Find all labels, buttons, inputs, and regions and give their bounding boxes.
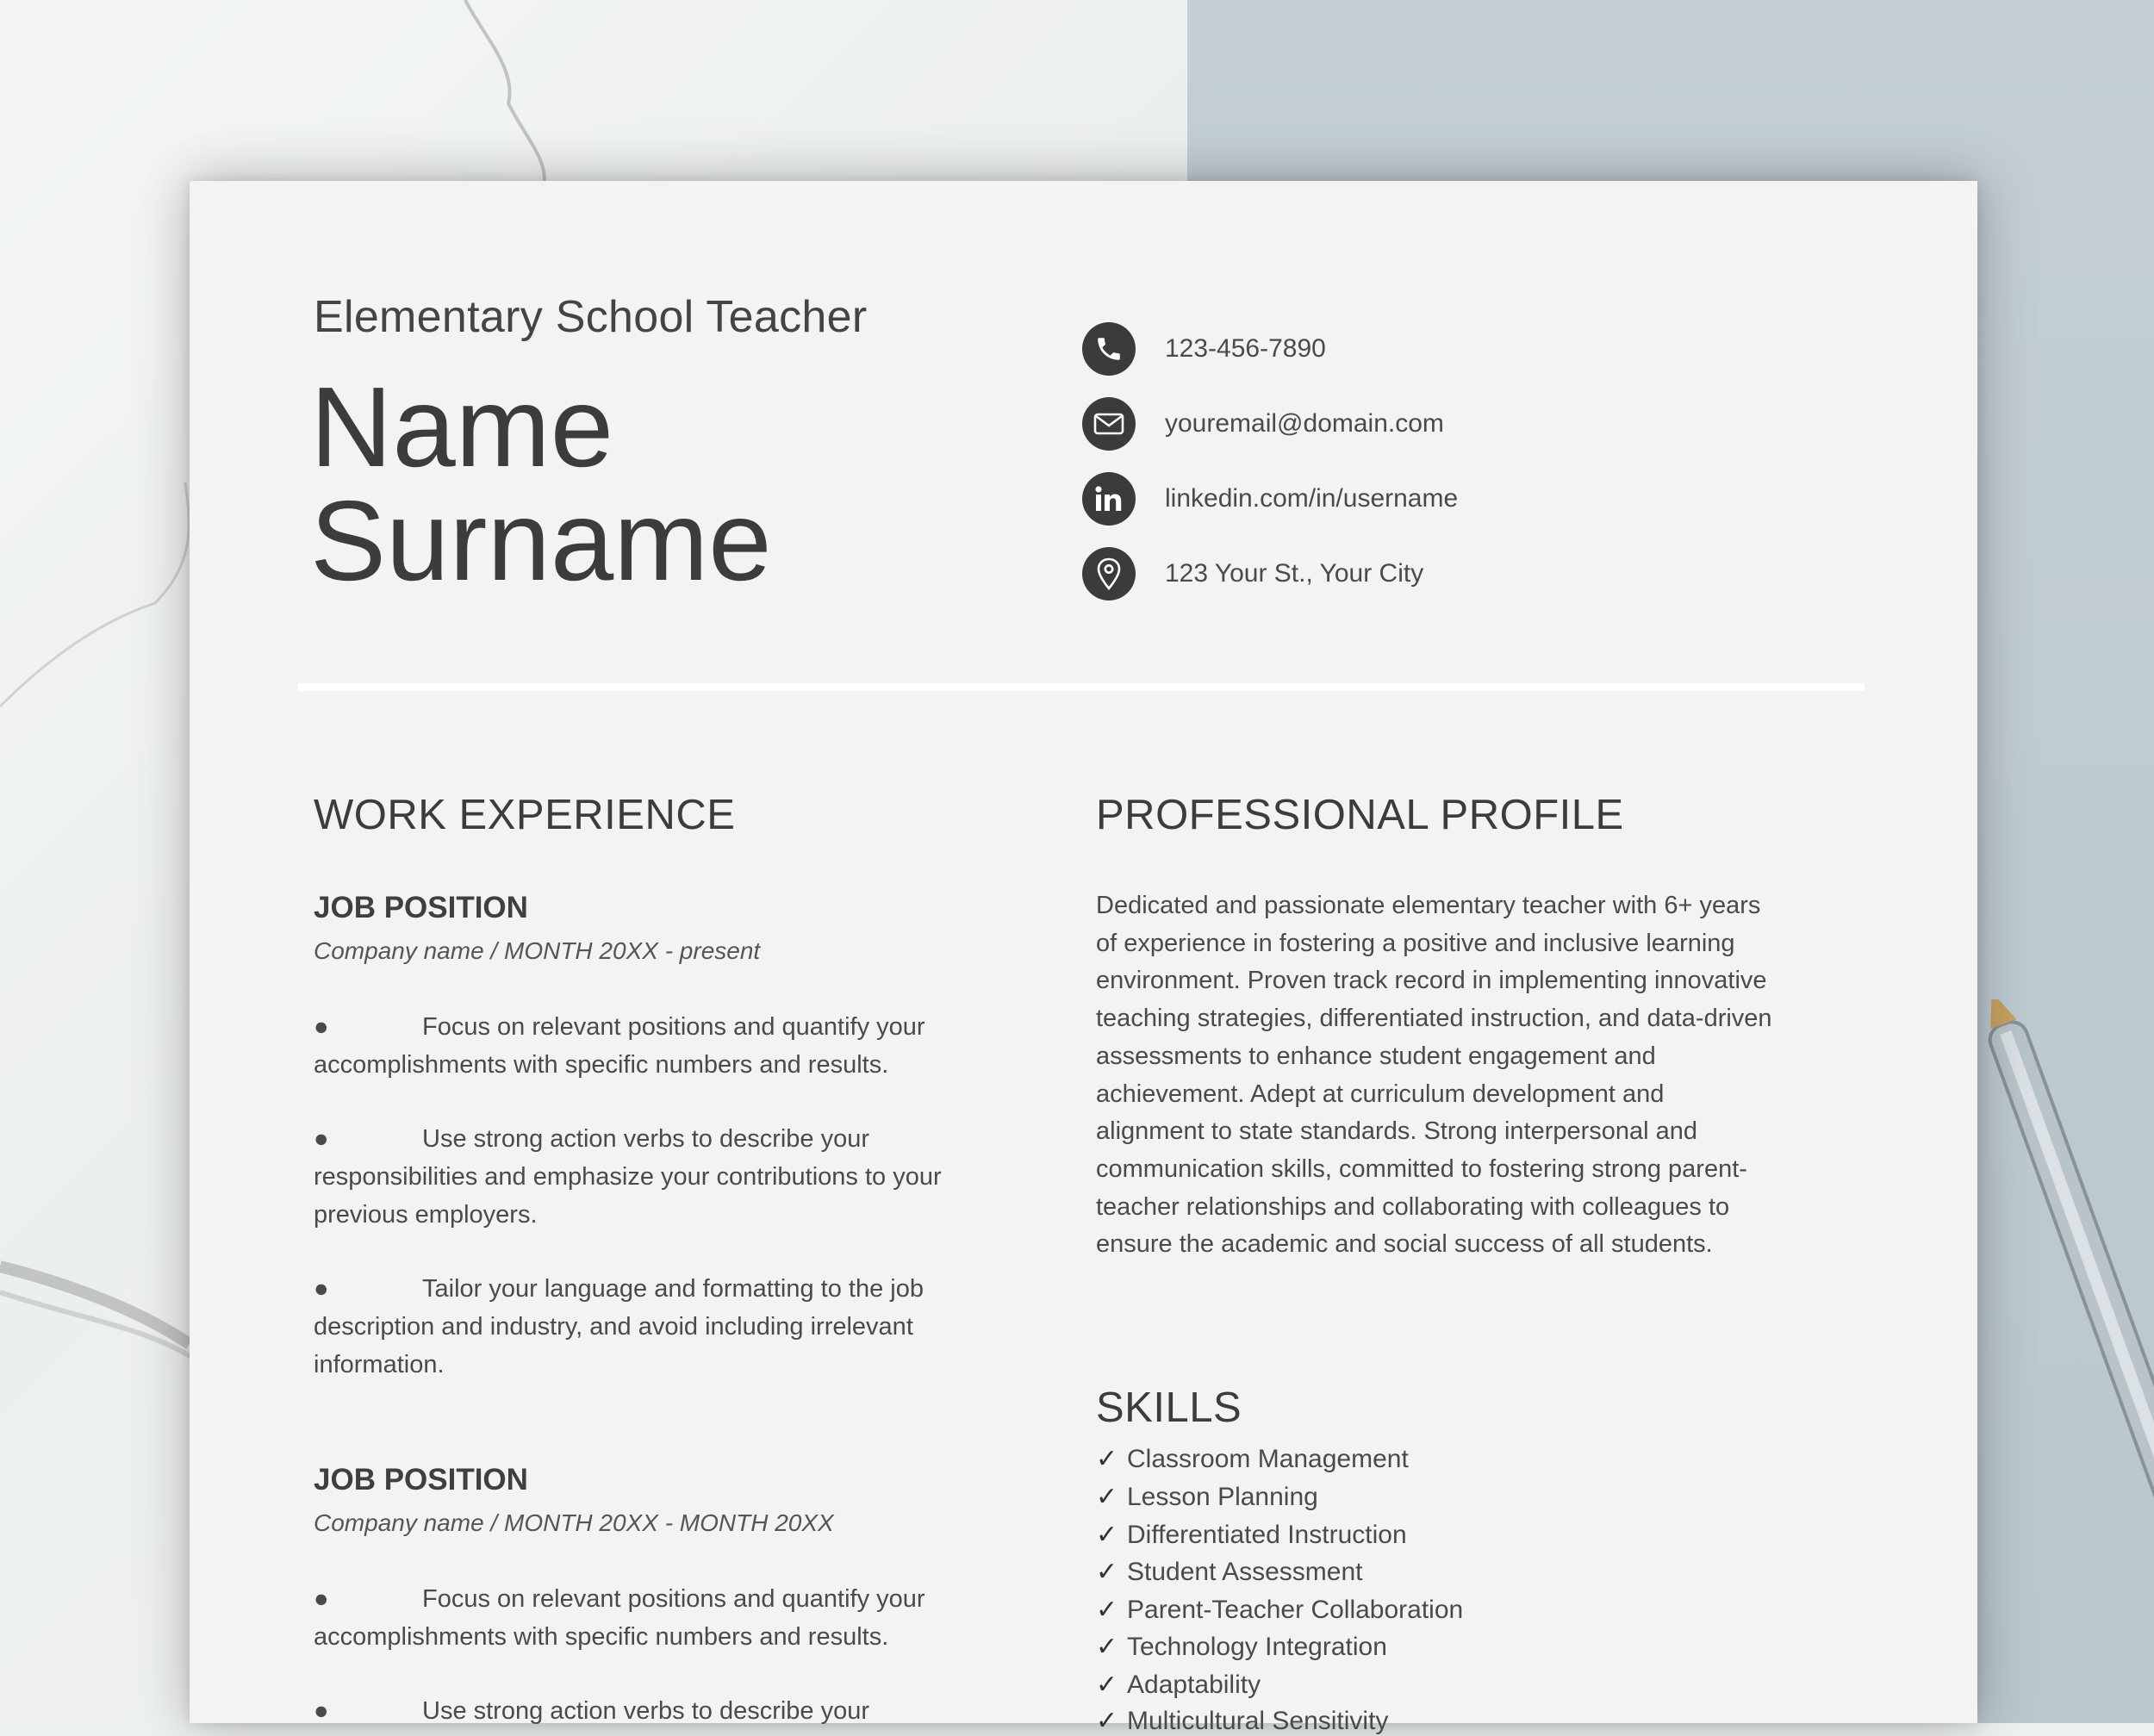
address-text: 123 Your St., Your City: [1165, 559, 1424, 588]
skill-label: Technology Integration: [1127, 1633, 1387, 1661]
skill-item: [1096, 1670, 1261, 1700]
skill-item: [1096, 1557, 1363, 1587]
job-bullet-text: Focus on relevant positions and quantify your accomplishments with specific numbers and results.: [314, 1013, 925, 1079]
job-title: Elementary School Teacher: [314, 292, 868, 342]
bullet-icon: ●: [314, 1275, 329, 1303]
checkmark-icon: ✓: [1096, 1445, 1118, 1473]
profile-heading: PROFESSIONAL PROFILE: [1096, 792, 1624, 838]
skill-item: [1096, 1595, 1463, 1625]
checkmark-icon: ✓: [1096, 1707, 1118, 1735]
job-bullet: [314, 1270, 943, 1384]
envelope-icon: [1082, 397, 1136, 451]
pen-image: [1964, 999, 2154, 1723]
skill-item: [1096, 1632, 1387, 1662]
profile-text: Dedicated and passionate elementary teacher with 6+ years of experience in fostering a positive and inclusive learning environment. Proven track record in implementing innovative teaching strategies, differentiated instruction, and data-driven assessments to enhance student engagement and achievement. Adept at curriculum development and alignment to state standards. Strong interpersonal and communication skills, committed to fostering strong parent-teacher relationships and collaborating with colleagues to ensure the academic and social success of all students.: [1096, 892, 1772, 1259]
job-bullet: [314, 1692, 943, 1730]
last-name: Surname: [310, 477, 772, 604]
job-company-dates: Company name / MONTH 20XX - present: [314, 937, 761, 964]
header-divider: [298, 683, 1865, 691]
linkedin-icon: [1082, 472, 1136, 526]
contact-linkedin: [1082, 472, 1458, 526]
checkmark-icon: ✓: [1096, 1633, 1118, 1661]
work-experience-heading: WORK EXPERIENCE: [314, 792, 736, 838]
phone-text: 123-456-7890: [1165, 334, 1326, 363]
skill-item: [1096, 1444, 1409, 1474]
phone-icon: [1082, 322, 1136, 376]
skill-label: Multicultural Sensitivity: [1127, 1707, 1389, 1735]
skill-label: Student Assessment: [1127, 1558, 1363, 1586]
skill-item: [1096, 1482, 1318, 1512]
job-bullet: [314, 1008, 943, 1084]
contact-address: [1082, 547, 1423, 600]
bullet-icon: ●: [314, 1125, 329, 1153]
job-bullet: [314, 1580, 943, 1656]
location-pin-icon: [1082, 547, 1136, 600]
skill-label: Differentiated Instruction: [1127, 1521, 1407, 1549]
contact-phone: [1082, 322, 1326, 376]
job-position-title: JOB POSITION: [314, 1463, 528, 1496]
job-bullet-text: Focus on relevant positions and quantify your accomplishments with specific numbers and results.: [314, 1585, 925, 1651]
checkmark-icon: ✓: [1096, 1521, 1118, 1549]
skill-label: Adaptability: [1127, 1671, 1261, 1699]
skills-heading: SKILLS: [1096, 1384, 1242, 1431]
job-bullet-text: Use strong action verbs to describe your responsibilities and emphasize your contributions to your previous employers.: [314, 1125, 942, 1229]
bullet-icon: ●: [314, 1585, 329, 1613]
bullet-icon: ●: [314, 1013, 329, 1041]
skill-item: [1096, 1706, 1388, 1736]
first-name: Name: [310, 364, 614, 490]
email-text: youremail@domain.com: [1165, 409, 1444, 438]
checkmark-icon: ✓: [1096, 1596, 1118, 1624]
contact-email: [1082, 397, 1444, 451]
job-company-dates: Company name / MONTH 20XX - MONTH 20XX: [314, 1509, 834, 1536]
job-bullet-text: Use strong action verbs to describe your: [422, 1697, 870, 1725]
resume-page: [190, 181, 1977, 1735]
job-bullet-text: Tailor your language and formatting to the job description and industry, and avoid including irrelevant information.: [314, 1275, 924, 1378]
job-bullet: [314, 1120, 943, 1234]
linkedin-text: linkedin.com/in/username: [1165, 484, 1459, 513]
skill-label: Classroom Management: [1127, 1445, 1409, 1473]
skill-label: Lesson Planning: [1127, 1483, 1318, 1511]
checkmark-icon: ✓: [1096, 1558, 1118, 1586]
job-position-title: JOB POSITION: [314, 891, 528, 924]
checkmark-icon: ✓: [1096, 1483, 1118, 1511]
checkmark-icon: ✓: [1096, 1671, 1118, 1699]
skill-item: [1096, 1520, 1407, 1550]
skill-label: Parent-Teacher Collaboration: [1127, 1596, 1464, 1624]
bullet-icon: ●: [314, 1697, 329, 1725]
